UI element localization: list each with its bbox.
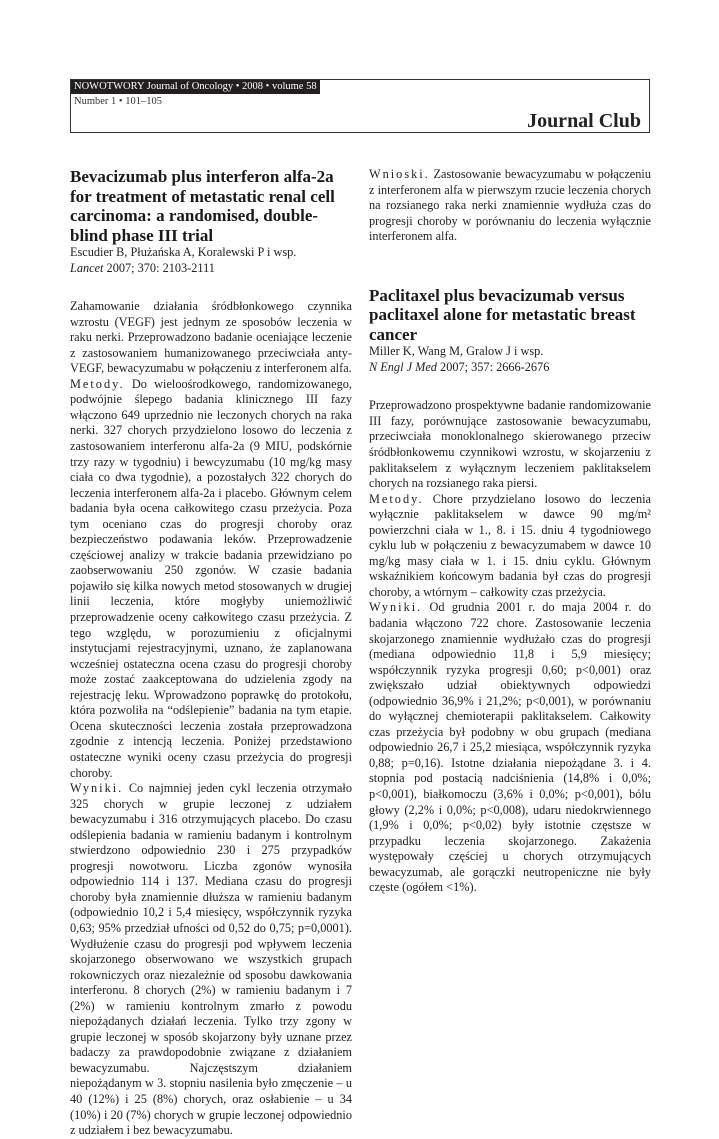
article-2-citation [369, 360, 651, 376]
spacer [70, 276, 352, 299]
spacer [369, 375, 651, 398]
article-2-intro: Przeprowadzono prospektywne badanie randomizowanie III fazy, porównujące zastosowanie bewacyzumabu, przeciwciała monoklonalnego skierowanego przeciw śródbłonkowemu czynnikowi wzrostu, w skojarzeniu z paklitakselem z wyłącznym leczeniem paklitakselem chorych na rozsianego raka piersi. [369, 398, 651, 491]
article-1-authors: Escudier B, Płużańska A, Koralewski P i wsp. [70, 245, 297, 259]
article-2-results [369, 600, 651, 895]
article-1-results-text: Co najmniej jeden cykl leczenia otrzymało 325 chorych w grupie leczonej z udziałem bewacyzumabu i 316 otrzymujących placebo. Do czasu odślepienia badania w ramieniu badanym i kontrolnym stwierdzono odpowiednio 230 i 275 przypadków progresji nowotworu. Liczba zgonów wynosiła odpowiednio 114 i 137. Mediana czasu do progresji choroby była znamiennie dłuższa w ramieniu badanym (odpowiednio 10,2 i 5,4 miesięcy, współczynnik ryzyka 0,63; 95% przedział ufności od 0,52 do 0,75; p=0,0001). Wydłużenie czasu do progresji pod wpływem leczenia skojarzonego obserwowano we wszystkich grupach rokowniczych oraz niezależnie od sposobu dawkowania interferonu. 8 chorych (2%) w ramieniu badanym i 7 (2%) w ramieniu kontrolnym zmarło z powodu niepożądanych działań leczenia. Tylko trzy zgony w grupie leczonej w sposób skojarzony były uznane przez badaczy za prawdopodobnie związane z działaniem bewacyzumabu. Najczęstszym działaniem niepożądanym w 3. stopniu nasilenia było zmęczenie – u 40 (12%) i 25 (8%) chorych, oraz osłabienie – u 34 (10%) i 20 (7%) chorych w grupie leczonej odpowiednio z udziałem i bez bewacyzumabu. [70, 781, 352, 1138]
article-2-title: Paclitaxel plus bevacizumab versus paclitaxel alone for metastatic breast cancer [369, 285, 636, 344]
article-2-journal: N Engl J Med [369, 359, 437, 374]
journal-title-strip: NOWOTWORY Journal of Oncology • 2008 • volume 58 [71, 80, 320, 94]
article-1-conclusions [369, 167, 651, 245]
article-1-citation [70, 261, 352, 277]
article-2-citation-details: 2007; 357: 2666-2676 [440, 359, 550, 374]
section-title: Journal Club [527, 110, 641, 132]
article-1-conclusions-label: Wnioski. [369, 167, 430, 181]
article-1-methods-label: Metody. [70, 376, 125, 391]
article-2-methods [369, 492, 651, 601]
article-1-citation-details: 2007; 370: 2103-2111 [106, 260, 215, 275]
article-1-results [70, 781, 352, 1139]
article-1-methods [70, 377, 352, 781]
article-2-methods-text: Chore przydzielano losowo do leczenia wyłącznie paklitakselem w dawce 90 mg/m² powierzchni ciała w 1., 8. i 15. dniu 4 tygodniowego cyklu lub w połączeniu z bewacyzumabem w dawce 10 mg/kg masy ciała w 1. i 15. dniu cyklu. Głównym wskaźnikiem końcowym badania był czas do progresji choroby, a wtórnym – całkowity czas przeżycia. [369, 491, 651, 599]
right-column [369, 167, 651, 896]
article-2-authors: Miller K, Wang M, Gralow J i wsp. [369, 344, 544, 359]
article-1-methods-text: Do wieloośrodkowego, randomizowanego, podwójnie ślepego badania klinicznego III fazy włączono 649 uprzednio nie leczonych chorych na raka nerki. 327 chorych przydzielono losowo do leczenia z zastosowaniem interferonu alfa-2a (9 MIU, podskórnie trzy razy w tygodniu) i bewcyzumabu (10 mg/kg masy ciała co dwa tygodnie), a pozostałych 322 chorych do leczenia interferonem alfa-2a i placebo. Głównym celem badania była ocena całkowitego czasu przeżycia. Poza tym oceniano czas do progresji choroby oraz bezpieczeństwo podawania leków. Przeprowadzenie częściowej analizy w trakcie badania przewidziano po zaobserwowaniu 250 zgonów. W czasie badania pojawiło się kilka nowych metod stosowanych w drugiej linii leczenia, które mogłyby uniemożliwić przeprowadzenie oceny całkowitego czasu przeżycia. Z tego względu, w porozumieniu z oficjalnymi instytucjami rejestracyjnymi, uznano, że zaplanowana wcześniej ostateczna ocena czasu do progresji choroby może zostać zaakceptowana do udzielenia zgody na rejestrację leku. Wprowadzono poprawkę do protokołu, która pozwoliła na “odślepienie” badania na tym etapie. Ocena skuteczności leczenia została przeprowadzona zgodnie z intencją leczenia. Poniżej przedstawiono ostateczne wyniki oceny czasu przeżycia do progresji choroby. [70, 376, 352, 780]
article-1-intro: Zahamowanie działania śródbłonkowego czynnika wzrostu (VEGF) jest jednym ze sposobów leczenia w raku nerki. Przeprowadzono badanie oceniające leczenie z zastosowaniem humanizowanego przeciwciała anty-VEGF, bewacyzumabu w połączeniu z interferonem alfa. [70, 299, 352, 376]
article-2-results-label: Wyniki. [369, 600, 423, 615]
article-1-title: Bevacizumab plus interferon alfa-2a for treatment of metastatic renal cell carcinoma: a randomised, double-blind phase III trial [70, 167, 335, 245]
article-1-conclusions-text: Zastosowanie bewacyzumabu w połączeniu z interferonem alfa w pierwszym rzucie leczenia chorych na rozsianego raka nerki znamiennie wydłuża czas do progresji choroby w porównaniu do leczenia wyłącznie interferonem alfa. [369, 167, 651, 244]
article-1-results-label: Wyniki. [70, 781, 124, 796]
spacer [369, 245, 651, 286]
article-2-results-text: Od grudnia 2001 r. do maja 2004 r. do badania włączono 722 chore. Zastosowanie leczenia skojarzonego znamiennie wydłużało czas do progresji (mediana odpowiednio 11,8 i 5,9 miesięcy; współczynnik ryzyka progresji 0,60; p<0,001) oraz zwiększało udział obiektywnych odpowiedzi (odpowiednio 36,9% i 21,2%; p<0,001), w porównaniu do wyłącznej chemioterapii paklitakselem. Całkowity czas przeżycia był podobny w obu grupach (mediana odpowiednio 26,7 i 25,2 miesiąca, współczynnik ryzyka 0,88; p=0,16). Istotne działania niepożądane 3. i 4. stopnia pod postacią nadciśnienia (14,8% i 0,0%; p<0,001), białkomoczu (3,6% i 0,0%; p<0,001), bólu głowy (2,2% i 0,0%; p<0,008), udaru niedokrwiennego (1,9% i 0,0%; p<0,02) były istotnie częstsze w przypadku leczenia skojarzonego. Zakażenia występowały częściej u chorych otrzymujących bewacyzumab, ale gorączki neutropeniczne nie były częste (ogółem <1%). [369, 600, 651, 895]
article-1-journal: Lancet [70, 260, 104, 275]
issue-pages: Number 1 • 101–105 [74, 96, 162, 107]
left-column [70, 167, 352, 1139]
journal-header-box [70, 79, 650, 133]
article-2-methods-label: Metody. [369, 491, 424, 506]
